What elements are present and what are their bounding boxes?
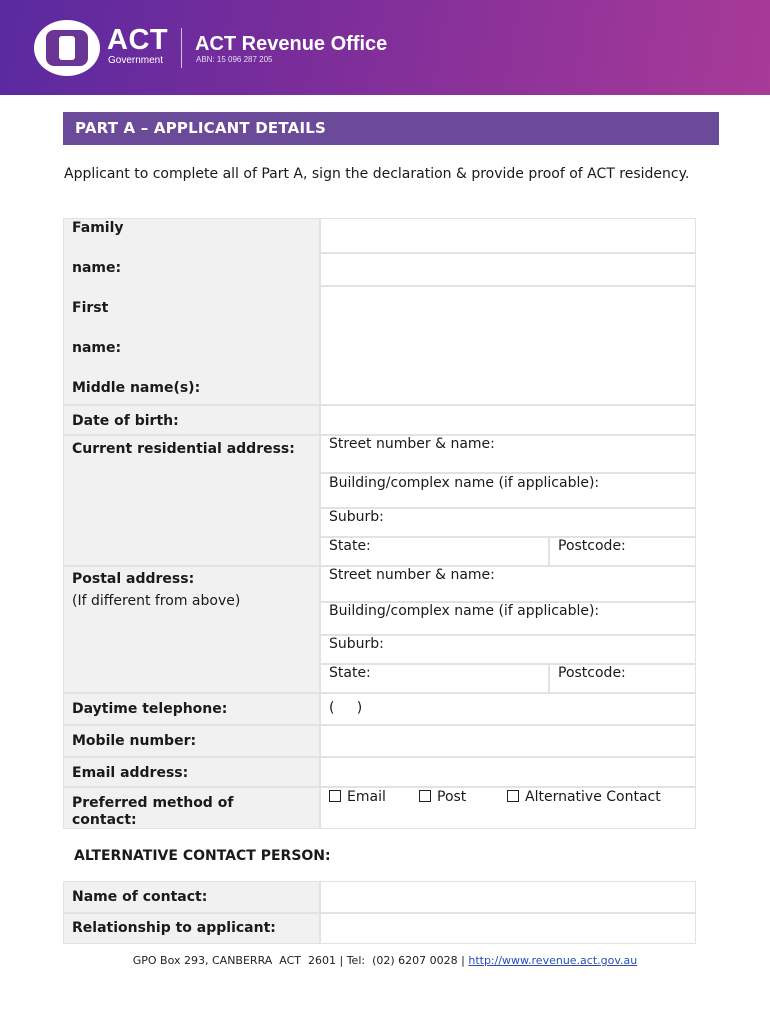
family-name-field[interactable] xyxy=(320,218,696,253)
alt-name-label: Name of contact: xyxy=(72,889,208,905)
office-name: ACT Revenue Office xyxy=(195,33,388,55)
current-suburb-label: Suburb: xyxy=(329,509,384,525)
postal-state-field[interactable] xyxy=(320,664,549,693)
checkbox-icon[interactable] xyxy=(507,790,519,802)
daytime-phone-label-cell xyxy=(63,693,320,725)
postal-address-label: Postal address: xyxy=(72,571,195,587)
section-title-bar xyxy=(63,112,719,145)
preferred-contact-options xyxy=(320,787,696,829)
current-suburb-field[interactable] xyxy=(320,508,696,537)
current-building-field[interactable] xyxy=(320,473,696,508)
mobile-label-cell xyxy=(63,725,320,757)
alt-name-field[interactable] xyxy=(320,881,696,913)
header-divider xyxy=(181,28,182,68)
contact-option-alternative[interactable] xyxy=(507,789,661,805)
postal-street-field[interactable] xyxy=(320,566,696,602)
postal-address-label-cell xyxy=(63,566,320,693)
abn-number: ABN: 15 096 287 205 xyxy=(196,55,273,64)
checkbox-icon[interactable] xyxy=(419,790,431,802)
postal-address-note: (If different from above) xyxy=(72,593,241,609)
current-street-label: Street number & name: xyxy=(329,436,495,452)
footer-text: GPO Box 293, CANBERRA ACT 2601 | Tel: (02) 6207 0028 | xyxy=(132,954,469,967)
family-label: Family xyxy=(72,220,124,236)
contact-option-email[interactable] xyxy=(329,789,386,805)
postal-suburb-field[interactable] xyxy=(320,635,696,664)
act-brand: ACT xyxy=(107,24,169,56)
email-label: Email address: xyxy=(72,765,189,781)
postal-street-label: Street number & name: xyxy=(329,567,495,583)
dob-field[interactable] xyxy=(320,405,696,435)
current-postcode-field[interactable] xyxy=(549,537,696,566)
alt-contact-heading: ALTERNATIVE CONTACT PERSON: xyxy=(74,848,331,864)
contact-option-post-label: Post xyxy=(437,789,467,805)
preferred-contact-label-line1: Preferred method of xyxy=(72,795,234,811)
email-field[interactable] xyxy=(320,757,696,787)
first-name-label: name: xyxy=(72,340,122,356)
daytime-phone-field[interactable] xyxy=(320,693,696,725)
middle-name-field[interactable] xyxy=(320,286,696,405)
alt-relationship-label-cell xyxy=(63,913,320,944)
current-postcode-label: Postcode: xyxy=(558,538,626,554)
name-labels xyxy=(63,218,320,405)
current-address-label-cell xyxy=(63,435,320,566)
postal-postcode-label: Postcode: xyxy=(558,665,626,681)
first-name-field[interactable] xyxy=(320,253,696,286)
checkbox-icon[interactable] xyxy=(329,790,341,802)
middle-name-label: Middle name(s): xyxy=(72,380,201,396)
current-state-field[interactable] xyxy=(320,537,549,566)
alt-relationship-field[interactable] xyxy=(320,913,696,944)
dob-label-cell xyxy=(63,405,320,435)
contact-option-email-label: Email xyxy=(347,789,386,805)
postal-building-field[interactable] xyxy=(320,602,696,635)
postal-postcode-field[interactable] xyxy=(549,664,696,693)
preferred-contact-label-cell xyxy=(63,787,320,829)
footer-website-link[interactable]: http://www.revenue.act.gov.au xyxy=(468,954,638,967)
daytime-phone-label: Daytime telephone: xyxy=(72,701,228,717)
intro-text: Applicant to complete all of Part A, sign the declaration & provide proof of ACT residency. xyxy=(64,166,690,182)
first-label: First xyxy=(72,300,109,316)
alt-relationship-label: Relationship to applicant: xyxy=(72,920,276,936)
current-street-field[interactable] xyxy=(320,435,696,473)
postal-state-label: State: xyxy=(329,665,371,681)
email-label-cell xyxy=(63,757,320,787)
current-building-label: Building/complex name (if applicable): xyxy=(329,475,600,491)
contact-option-post[interactable] xyxy=(419,789,466,805)
postal-building-label: Building/complex name (if applicable): xyxy=(329,603,600,619)
postal-suburb-label: Suburb: xyxy=(329,636,384,652)
current-address-label: Current residential address: xyxy=(72,441,295,457)
contact-option-alternative-label: Alternative Contact xyxy=(525,789,661,805)
footer xyxy=(0,954,770,967)
dob-label: Date of birth: xyxy=(72,413,179,429)
section-title: PART A – APPLICANT DETAILS xyxy=(75,119,326,137)
daytime-phone-value: ( ) xyxy=(329,700,363,716)
mobile-label: Mobile number: xyxy=(72,733,197,749)
header-banner xyxy=(0,0,770,95)
alt-name-label-cell xyxy=(63,881,320,913)
current-state-label: State: xyxy=(329,538,371,554)
mobile-field[interactable] xyxy=(320,725,696,757)
act-coat-of-arms-logo xyxy=(34,20,100,76)
act-brand-sub: Government xyxy=(108,55,164,66)
family-name-label: name: xyxy=(72,260,122,276)
preferred-contact-label-line2: contact: xyxy=(72,812,137,828)
